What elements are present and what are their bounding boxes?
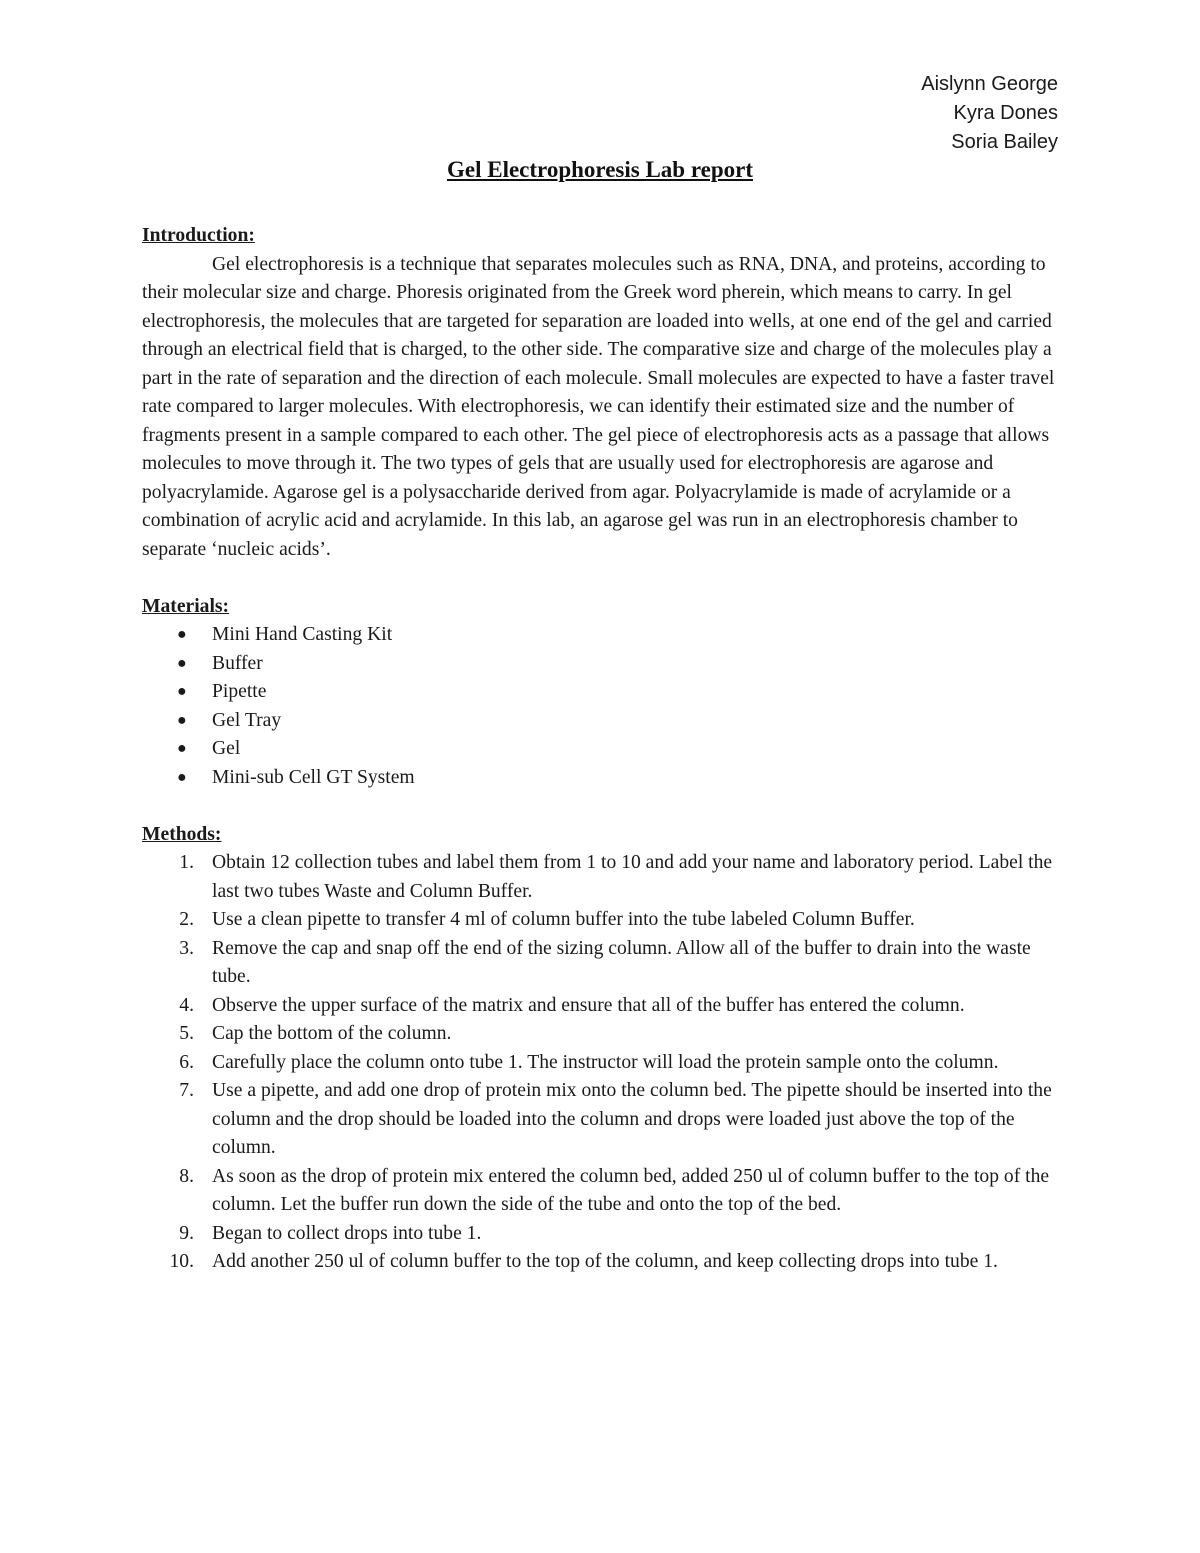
step-text: Began to collect drops into tube 1. bbox=[212, 1222, 482, 1244]
list-item bbox=[142, 707, 1062, 736]
document-body bbox=[142, 222, 1062, 1277]
list-item bbox=[142, 735, 1062, 764]
author-list bbox=[921, 70, 1058, 157]
step-text: As soon as the drop of protein mix entered the column bed, added 250 ul of column buffer to the top of the column. Let the buffer run down the side of the tube and onto the top of the bed. bbox=[212, 1165, 1050, 1215]
list-item bbox=[142, 1020, 1062, 1049]
bullet-icon: ● bbox=[177, 768, 187, 786]
document-title: Gel Electrophoresis Lab report bbox=[446, 157, 753, 182]
material-item: Pipette bbox=[212, 681, 267, 702]
bullet-icon: ● bbox=[177, 683, 187, 700]
step-number: 10. bbox=[169, 1251, 194, 1272]
list-item bbox=[142, 1163, 1062, 1220]
list-item bbox=[142, 1248, 1062, 1277]
methods-list bbox=[142, 849, 1062, 1277]
step-text: Carefully place the column onto tube 1. The instructor will load the protein sample onto the column. bbox=[212, 1051, 999, 1073]
list-item bbox=[142, 935, 1062, 992]
step-text: Use a clean pipette to transfer 4 ml of column buffer into the tube labeled Column Buffer. bbox=[212, 909, 915, 930]
section-spacer bbox=[142, 792, 1062, 821]
list-item bbox=[142, 992, 1062, 1021]
step-number: 8. bbox=[179, 1165, 194, 1187]
list-item bbox=[142, 1077, 1062, 1163]
methods-heading: Methods: bbox=[142, 823, 222, 845]
step-number: 3. bbox=[179, 937, 194, 959]
bullet-icon: ● bbox=[177, 626, 187, 643]
materials-heading: Materials: bbox=[142, 595, 230, 617]
introduction-paragraph: Gel electrophoresis is a technique that separates molecules such as RNA, DNA, and proteins, according to their molecular size and charge. Phoresis originated from the Greek word pherein, which means to carry. In gel electrophoresis, the molecules that are targeted for separation are loaded into wells, at one end of the gel and carried through an electrical field that is charged, to the other side. The comparative size and charge of the molecules play a part in the rate of separation and the direction of each molecule. Small molecules are expected to have a faster travel rate compared to larger molecules. With electrophoresis, we can identify their estimated size and the number of fragments present in a sample compared to each other. The gel piece of electrophoresis acts as a passage that allows molecules to move through it. The two types of gels that are usually used for electrophoresis are agarose and polyacrylamide. Agarose gel is a polysaccharide derived from agar. Polyacrylamide is made of acrylamide or a combination of acrylic acid and acrylamide. In this lab, an agarose gel was run in an electrophoresis chamber to separate ‘nucleic acids’. bbox=[142, 253, 1055, 560]
list-item bbox=[142, 849, 1062, 906]
introduction-heading: Introduction: bbox=[142, 225, 255, 246]
step-number: 5. bbox=[179, 1023, 194, 1044]
step-number: 9. bbox=[179, 1222, 194, 1244]
step-text: Obtain 12 collection tubes and label them from 1 to 10 and add your name and laboratory period. Label the last two tubes Waste and Column Buffer. bbox=[212, 852, 1053, 902]
step-number: 6. bbox=[179, 1051, 194, 1073]
author-name: Kyra Dones bbox=[953, 102, 1058, 124]
list-item bbox=[142, 906, 1062, 935]
material-item: Mini-sub Cell GT System bbox=[212, 766, 415, 788]
list-item bbox=[142, 650, 1062, 679]
list-item bbox=[142, 678, 1062, 707]
step-text: Cap the bottom of the column. bbox=[212, 1023, 452, 1044]
material-item: Gel Tray bbox=[212, 709, 282, 731]
material-item: Mini Hand Casting Kit bbox=[212, 624, 393, 645]
step-text: Use a pipette, and add one drop of protein mix onto the column bed. The pipette should be inserted into the column and the drop should be loaded into the column and drops were loaded just above the top of the column. bbox=[212, 1080, 1052, 1158]
step-text: Remove the cap and snap off the end of the sizing column. Allow all of the buffer to drain into the waste tube. bbox=[212, 937, 1031, 987]
material-item: Buffer bbox=[212, 652, 263, 674]
step-text: Add another 250 ul of column buffer to the top of the column, and keep collecting drops into tube 1. bbox=[212, 1251, 998, 1272]
bullet-icon: ● bbox=[177, 654, 187, 672]
step-number: 4. bbox=[179, 994, 194, 1016]
bullet-icon: ● bbox=[177, 740, 187, 757]
materials-list bbox=[142, 621, 1062, 792]
material-item: Gel bbox=[212, 738, 241, 759]
list-item bbox=[142, 621, 1062, 650]
step-number: 1. bbox=[179, 852, 194, 873]
author-name: Aislynn George bbox=[921, 73, 1058, 95]
author-name: Soria Bailey bbox=[951, 131, 1058, 153]
step-number: 7. bbox=[179, 1080, 194, 1101]
bullet-icon: ● bbox=[177, 711, 187, 729]
list-item bbox=[142, 764, 1062, 793]
list-item bbox=[142, 1049, 1062, 1078]
step-text: Observe the upper surface of the matrix and ensure that all of the buffer has entered the column. bbox=[212, 994, 965, 1016]
step-number: 2. bbox=[179, 909, 194, 930]
list-item bbox=[142, 1220, 1062, 1249]
section-spacer bbox=[142, 564, 1062, 593]
